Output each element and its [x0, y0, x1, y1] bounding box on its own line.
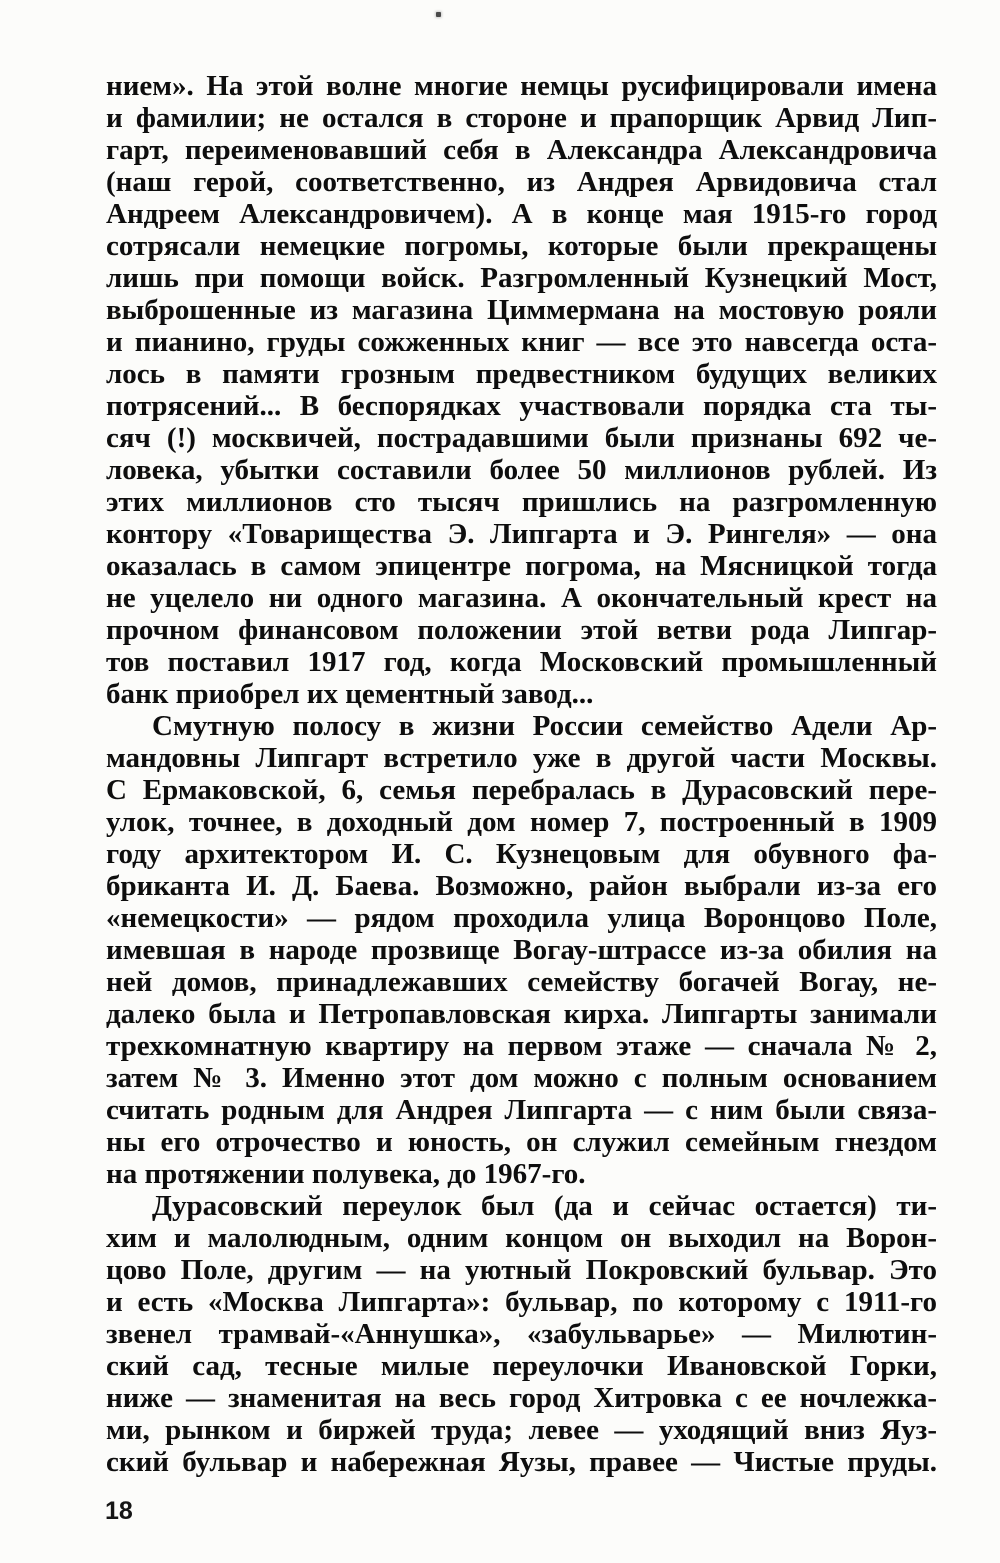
text-line: Андреем Александровичем). А в конце мая 1915-го город: [106, 198, 937, 230]
text-line: звенел трамвай-«Аннушка», «забульварье» — Милютин-: [106, 1318, 937, 1350]
text-line: сяч (!) москвичей, пострадавшими были признаны 692 че-: [106, 422, 937, 454]
text-line: мандовны Липгарт встретило уже в другой части Москвы.: [106, 742, 937, 774]
text-line: контору «Товарищества Э. Липгарта и Э. Рингеля» — она: [106, 518, 937, 550]
text-line: и фамилии; не остался в стороне и прапорщик Арвид Лип-: [106, 102, 937, 134]
text-line: С Ермаковской, 6, семья перебралась в Дурасовский пере-: [106, 774, 937, 806]
text-line: имевшая в народе прозвище Вогау-штрассе из-за обилия на: [106, 934, 937, 966]
text-line: хим и малолюдным, одним концом он выходил на Ворон-: [106, 1222, 937, 1254]
text-line: и есть «Москва Липгарта»: бульвар, по которому с 1911-го: [106, 1286, 937, 1318]
text-line: оказалась в самом эпицентре погрома, на Мясницкой тогда: [106, 550, 937, 582]
text-line: цово Поле, другим — на уютный Покровский бульвар. Это: [106, 1254, 937, 1286]
text-line: затем № 3. Именно этот дом можно с полным основанием: [106, 1062, 937, 1094]
text-line: не уцелело ни одного магазина. А окончательный крест на: [106, 582, 937, 614]
text-line: банк приобрел их цементный завод...: [106, 678, 594, 710]
text-line: потрясений... В беспорядках участвовали порядка ста ты-: [106, 390, 937, 422]
text-line: ны его отрочество и юность, он служил семейным гнездом: [106, 1126, 937, 1158]
text-line: гарт, переименовавший себя в Александра Александровича: [106, 134, 937, 166]
text-line: лось в памяти грозным предвестником будущих великих: [106, 358, 937, 390]
paragraph: [106, 710, 937, 1190]
text-line: ский бульвар и набережная Яузы, правее — Чистые пруды.: [106, 1446, 937, 1478]
scan-speck: [436, 12, 441, 17]
text-line: ми, рынком и биржей труда; левее — уходящий вниз Яуз-: [106, 1414, 937, 1446]
text-line: трехкомнатную квартиру на первом этаже — сначала № 2,: [106, 1030, 937, 1062]
paragraph: [106, 70, 937, 710]
text-line: Дурасовский переулок был (да и сейчас остается) ти-: [152, 1190, 937, 1222]
text-line: (наш герой, соответственно, из Андрея Арвидовича стал: [106, 166, 937, 198]
text-line: ниже — знаменитая на весь город Хитровка с ее ночлежка-: [106, 1382, 937, 1414]
text-line: прочном финансовом положении этой ветви рода Липгар-: [106, 614, 937, 646]
text-line: бриканта И. Д. Баева. Возможно, район выбрали из-за его: [106, 870, 937, 902]
page-text-block: [106, 70, 937, 1478]
text-line: тов поставил 1917 год, когда Московский промышленный: [106, 646, 937, 678]
text-line: сотрясали немецкие погромы, которые были прекращены: [106, 230, 937, 262]
text-line: улок, точнее, в доходный дом номер 7, построенный в 1909: [106, 806, 937, 838]
text-line: ней домов, принадлежавших семейству богачей Вогау, не-: [106, 966, 937, 998]
text-line: на протяжении полувека, до 1967-го.: [106, 1158, 586, 1190]
text-line: этих миллионов сто тысяч пришлись на разгромленную: [106, 486, 937, 518]
page-number: 18: [105, 1497, 133, 1525]
text-line: далеко была и Петропавловская кирха. Липгарты занимали: [106, 998, 937, 1030]
text-line: лишь при помощи войск. Разгромленный Кузнецкий Мост,: [106, 262, 937, 294]
text-line: году архитектором И. С. Кузнецовым для обувного фа-: [106, 838, 937, 870]
text-line: ский сад, тесные милые переулочки Ивановской Горки,: [106, 1350, 937, 1382]
text-line: Смутную полосу в жизни России семейство Адели Ар-: [152, 710, 937, 742]
text-line: «немецкости» — рядом проходила улица Воронцово Поле,: [106, 902, 937, 934]
text-line: выброшенные из магазина Циммермана на мостовую рояли: [106, 294, 937, 326]
text-line: нием». На этой волне многие немцы русифицировали имена: [106, 70, 937, 102]
text-line: считать родным для Андрея Липгарта — с ним были связа-: [106, 1094, 937, 1126]
text-line: и пианино, груды сожженных книг — все это навсегда оста-: [106, 326, 937, 358]
text-line: ловека, убытки составили более 50 миллионов рублей. Из: [106, 454, 937, 486]
paragraph: [106, 1190, 937, 1478]
